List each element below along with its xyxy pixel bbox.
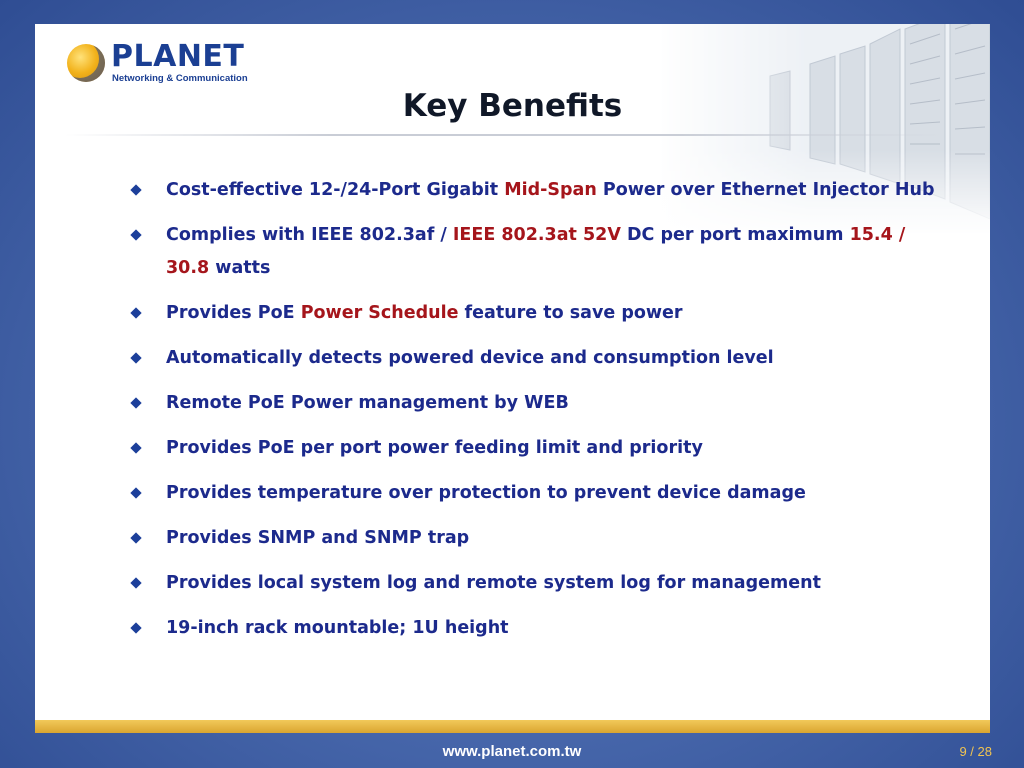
- diamond-bullet-icon: [130, 622, 141, 633]
- list-item: [130, 432, 950, 465]
- list-item-text: Power over Ethernet Injector Hub: [596, 180, 935, 200]
- list-item: [130, 522, 950, 555]
- list-item: [130, 567, 950, 600]
- list-item-text: Cost-effective 12-/24-Port Gigabit: [166, 180, 505, 200]
- diamond-bullet-icon: [130, 442, 141, 453]
- list-item-text: Provides local system log and remote system log for management: [166, 573, 821, 593]
- list-item-text: Automatically detects powered device and consumption level: [166, 348, 774, 368]
- list-item-text: DC per port maximum: [620, 225, 850, 245]
- slide-title: Key Benefits: [402, 88, 623, 124]
- diamond-bullet-icon: [130, 532, 141, 543]
- list-item-text: Remote PoE Power management by WEB: [166, 393, 569, 413]
- list-item-text: Provides temperature over protection to prevent device damage: [166, 483, 806, 503]
- footer-accent-bar: [35, 720, 990, 733]
- list-item: [130, 219, 950, 285]
- list-item-text: Provides SNMP and SNMP trap: [166, 528, 470, 548]
- list-item-text: Provides PoE: [166, 303, 301, 323]
- list-item-text: watts: [209, 258, 271, 278]
- list-item-text: 19-inch rack mountable; 1U height: [166, 618, 509, 638]
- highlighted-text: 15.4 / 30.8: [166, 225, 906, 278]
- slide: [35, 24, 990, 720]
- diamond-bullet-icon: [130, 352, 141, 363]
- benefits-list: [130, 174, 950, 657]
- highlighted-text: Mid-Span: [504, 180, 597, 200]
- list-item-text: Complies with IEEE 802.3af /: [166, 225, 453, 245]
- page-number: 9 / 28: [959, 744, 992, 759]
- footer-url: www.planet.com.tw: [442, 743, 582, 760]
- highlighted-text: IEEE 802.3at 52V: [452, 225, 621, 245]
- list-item: [130, 174, 950, 207]
- diamond-bullet-icon: [130, 397, 141, 408]
- list-item: [130, 612, 950, 645]
- diamond-bullet-icon: [130, 577, 141, 588]
- list-item-text: feature to save power: [458, 303, 683, 323]
- diamond-bullet-icon: [130, 184, 141, 195]
- globe-icon: [67, 44, 105, 82]
- diamond-bullet-icon: [130, 307, 141, 318]
- title-divider: [65, 134, 945, 136]
- list-item: [130, 297, 950, 330]
- diamond-bullet-icon: [130, 487, 141, 498]
- list-item: [130, 387, 950, 420]
- list-item: [130, 342, 950, 375]
- list-item-text: Provides PoE per port power feeding limit and priority: [166, 438, 703, 458]
- logo-tagline: Networking & Communication: [112, 73, 248, 84]
- diamond-bullet-icon: [130, 229, 141, 240]
- planet-logo: [67, 39, 248, 90]
- highlighted-text: Power Schedule: [300, 303, 459, 323]
- list-item: [130, 477, 950, 510]
- logo-wordmark: PLANET: [111, 39, 245, 74]
